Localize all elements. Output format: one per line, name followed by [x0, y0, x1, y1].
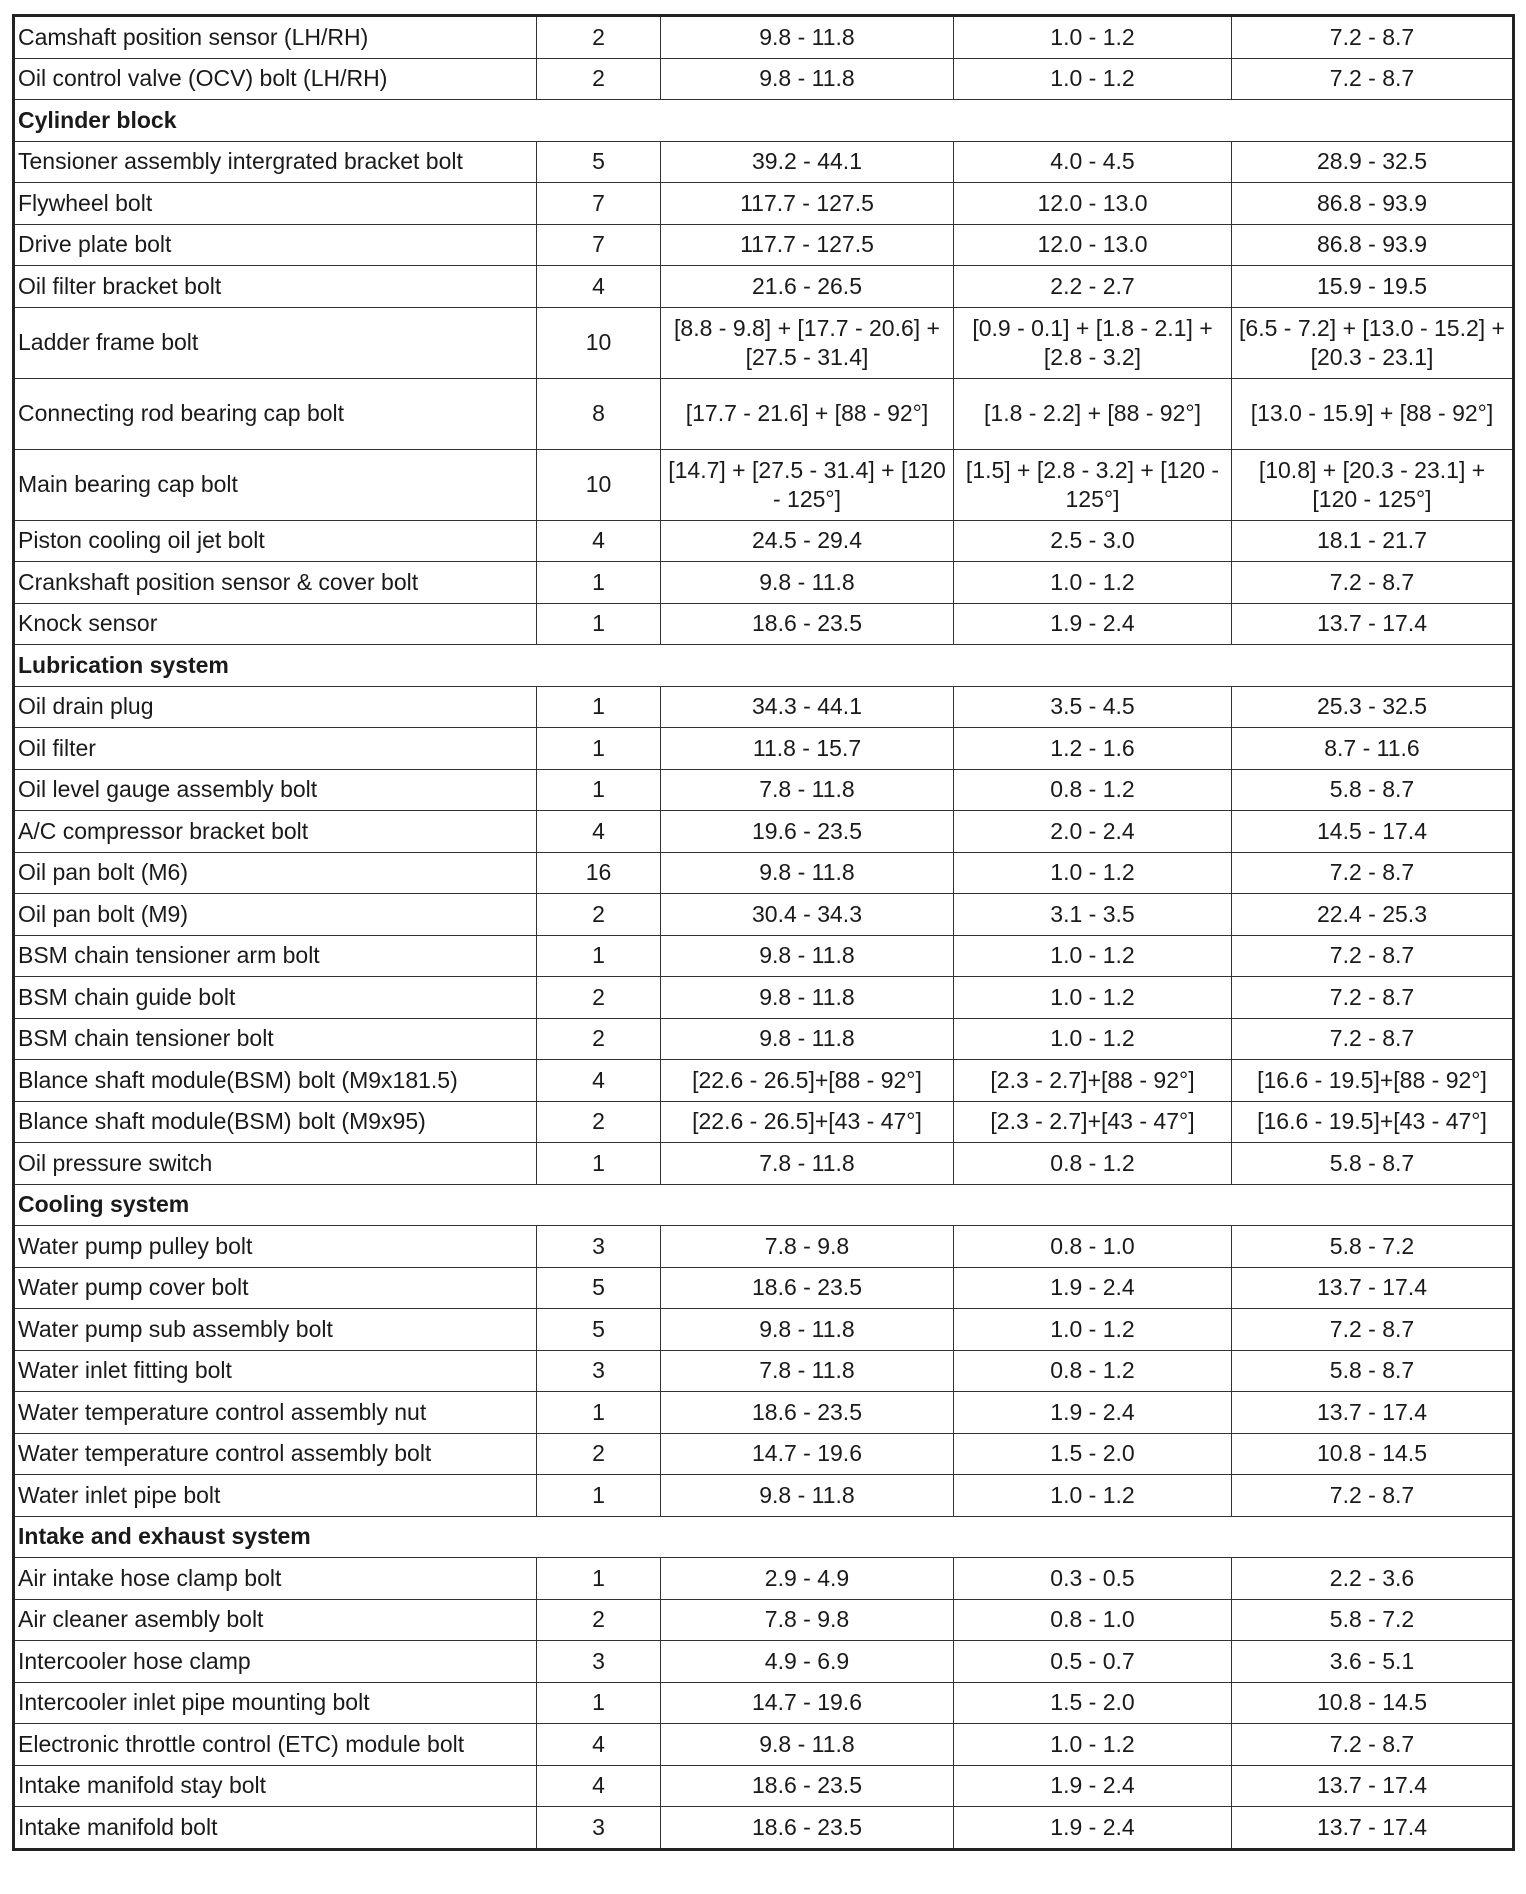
quantity-cell: 2 — [537, 16, 661, 59]
torque-lbft-cell: 86.8 - 93.9 — [1232, 224, 1514, 266]
torque-lbft-cell: 13.7 - 17.4 — [1232, 603, 1514, 645]
quantity-cell: 1 — [537, 769, 661, 811]
quantity-cell: 2 — [537, 894, 661, 936]
item-name-cell: Oil filter — [14, 728, 537, 770]
table-row — [14, 1143, 1514, 1185]
torque-lbft-cell: [16.6 - 19.5]+[43 - 47°] — [1232, 1101, 1514, 1143]
torque-kgfm-cell: 0.8 - 1.2 — [954, 1143, 1232, 1185]
item-name-cell: Oil pan bolt (M6) — [14, 852, 537, 894]
item-name-cell: Blance shaft module(BSM) bolt (M9x95) — [14, 1101, 537, 1143]
torque-lbft-cell: 7.2 - 8.7 — [1232, 977, 1514, 1019]
table-row — [14, 449, 1514, 520]
item-name-cell: Oil control valve (OCV) bolt (LH/RH) — [14, 58, 537, 100]
torque-lbft-cell: [10.8] + [20.3 - 23.1] + [120 - 125°] — [1232, 449, 1514, 520]
torque-nm-cell: 18.6 - 23.5 — [661, 1765, 954, 1807]
torque-nm-cell: 9.8 - 11.8 — [661, 852, 954, 894]
table-row — [14, 307, 1514, 378]
table-row — [14, 977, 1514, 1019]
quantity-cell: 10 — [537, 307, 661, 378]
torque-lbft-cell: 10.8 - 14.5 — [1232, 1682, 1514, 1724]
torque-nm-cell: 34.3 - 44.1 — [661, 686, 954, 728]
section-title: Cylinder block — [14, 100, 1514, 142]
torque-nm-cell: 18.6 - 23.5 — [661, 1807, 954, 1850]
torque-nm-cell: 9.8 - 11.8 — [661, 1018, 954, 1060]
quantity-cell: 7 — [537, 183, 661, 225]
torque-kgfm-cell: 1.0 - 1.2 — [954, 977, 1232, 1019]
table-row — [14, 769, 1514, 811]
quantity-cell: 7 — [537, 224, 661, 266]
torque-nm-cell: [8.8 - 9.8] + [17.7 - 20.6] + [27.5 - 31.4] — [661, 307, 954, 378]
item-name-cell: Air intake hose clamp bolt — [14, 1558, 537, 1600]
quantity-cell: 1 — [537, 1392, 661, 1434]
quantity-cell: 3 — [537, 1226, 661, 1268]
quantity-cell: 10 — [537, 449, 661, 520]
item-name-cell: Blance shaft module(BSM) bolt (M9x181.5) — [14, 1060, 537, 1102]
item-name-cell: Piston cooling oil jet bolt — [14, 520, 537, 562]
torque-nm-cell: 30.4 - 34.3 — [661, 894, 954, 936]
section-header-row — [14, 1184, 1514, 1226]
torque-lbft-cell: 5.8 - 7.2 — [1232, 1599, 1514, 1641]
table-row — [14, 520, 1514, 562]
quantity-cell: 16 — [537, 852, 661, 894]
torque-nm-cell: 7.8 - 11.8 — [661, 769, 954, 811]
quantity-cell: 1 — [537, 935, 661, 977]
table-row — [14, 266, 1514, 308]
torque-lbft-cell: [6.5 - 7.2] + [13.0 - 15.2] + [20.3 - 23.1] — [1232, 307, 1514, 378]
torque-kgfm-cell: 1.0 - 1.2 — [954, 935, 1232, 977]
torque-lbft-cell: 3.6 - 5.1 — [1232, 1641, 1514, 1683]
table-row — [14, 852, 1514, 894]
torque-nm-cell: [22.6 - 26.5]+[88 - 92°] — [661, 1060, 954, 1102]
torque-lbft-cell: 15.9 - 19.5 — [1232, 266, 1514, 308]
item-name-cell: BSM chain tensioner arm bolt — [14, 935, 537, 977]
item-name-cell: Intake manifold stay bolt — [14, 1765, 537, 1807]
table-row — [14, 811, 1514, 853]
torque-nm-cell: 2.9 - 4.9 — [661, 1558, 954, 1600]
item-name-cell: Water temperature control assembly nut — [14, 1392, 537, 1434]
torque-nm-cell: 19.6 - 23.5 — [661, 811, 954, 853]
item-name-cell: Water inlet pipe bolt — [14, 1475, 537, 1517]
item-name-cell: Water temperature control assembly bolt — [14, 1433, 537, 1475]
torque-kgfm-cell: 1.9 - 2.4 — [954, 1267, 1232, 1309]
section-header-row — [14, 1516, 1514, 1558]
torque-nm-cell: 14.7 - 19.6 — [661, 1682, 954, 1724]
torque-nm-cell: 7.8 - 9.8 — [661, 1226, 954, 1268]
torque-kgfm-cell: 1.0 - 1.2 — [954, 1475, 1232, 1517]
section-header-row — [14, 645, 1514, 687]
torque-lbft-cell: 13.7 - 17.4 — [1232, 1392, 1514, 1434]
item-name-cell: A/C compressor bracket bolt — [14, 811, 537, 853]
quantity-cell: 8 — [537, 378, 661, 449]
torque-nm-cell: 9.8 - 11.8 — [661, 58, 954, 100]
section-title: Lubrication system — [14, 645, 1514, 687]
torque-kgfm-cell: 1.0 - 1.2 — [954, 1724, 1232, 1766]
table-row — [14, 603, 1514, 645]
torque-lbft-cell: 5.8 - 8.7 — [1232, 769, 1514, 811]
item-name-cell: Intake manifold bolt — [14, 1807, 537, 1850]
torque-nm-cell: 7.8 - 9.8 — [661, 1599, 954, 1641]
torque-kgfm-cell: 1.2 - 1.6 — [954, 728, 1232, 770]
item-name-cell: Flywheel bolt — [14, 183, 537, 225]
torque-kgfm-cell: 12.0 - 13.0 — [954, 183, 1232, 225]
table-row — [14, 1101, 1514, 1143]
table-row — [14, 1475, 1514, 1517]
torque-kgfm-cell: 1.9 - 2.4 — [954, 1392, 1232, 1434]
torque-kgfm-cell: 2.0 - 2.4 — [954, 811, 1232, 853]
table-row — [14, 1060, 1514, 1102]
torque-kgfm-cell: 0.5 - 0.7 — [954, 1641, 1232, 1683]
torque-lbft-cell: 13.7 - 17.4 — [1232, 1807, 1514, 1850]
table-row — [14, 1682, 1514, 1724]
quantity-cell: 4 — [537, 266, 661, 308]
torque-nm-cell: 21.6 - 26.5 — [661, 266, 954, 308]
quantity-cell: 1 — [537, 562, 661, 604]
quantity-cell: 1 — [537, 728, 661, 770]
torque-kgfm-cell: 1.5 - 2.0 — [954, 1433, 1232, 1475]
torque-lbft-cell: [13.0 - 15.9] + [88 - 92°] — [1232, 378, 1514, 449]
torque-kgfm-cell: 0.3 - 0.5 — [954, 1558, 1232, 1600]
table-row — [14, 686, 1514, 728]
torque-nm-cell: 9.8 - 11.8 — [661, 977, 954, 1019]
section-title: Cooling system — [14, 1184, 1514, 1226]
quantity-cell: 5 — [537, 1267, 661, 1309]
torque-nm-cell: 9.8 - 11.8 — [661, 562, 954, 604]
table-row — [14, 894, 1514, 936]
torque-kgfm-cell: [2.3 - 2.7]+[43 - 47°] — [954, 1101, 1232, 1143]
quantity-cell: 1 — [537, 1475, 661, 1517]
table-row — [14, 58, 1514, 100]
torque-lbft-cell: 18.1 - 21.7 — [1232, 520, 1514, 562]
torque-nm-cell: 18.6 - 23.5 — [661, 603, 954, 645]
torque-spec-body — [14, 16, 1514, 1850]
torque-nm-cell: 9.8 - 11.8 — [661, 1724, 954, 1766]
torque-nm-cell: [22.6 - 26.5]+[43 - 47°] — [661, 1101, 954, 1143]
table-row — [14, 1599, 1514, 1641]
table-row — [14, 224, 1514, 266]
torque-lbft-cell: 7.2 - 8.7 — [1232, 1475, 1514, 1517]
table-row — [14, 1724, 1514, 1766]
item-name-cell: Crankshaft position sensor & cover bolt — [14, 562, 537, 604]
torque-lbft-cell: 7.2 - 8.7 — [1232, 1724, 1514, 1766]
torque-lbft-cell: 25.3 - 32.5 — [1232, 686, 1514, 728]
quantity-cell: 2 — [537, 1101, 661, 1143]
torque-nm-cell: 9.8 - 11.8 — [661, 1309, 954, 1351]
torque-kgfm-cell: 0.8 - 1.2 — [954, 1350, 1232, 1392]
quantity-cell: 5 — [537, 1309, 661, 1351]
item-name-cell: Air cleaner asembly bolt — [14, 1599, 537, 1641]
torque-kgfm-cell: 0.8 - 1.0 — [954, 1599, 1232, 1641]
item-name-cell: Oil filter bracket bolt — [14, 266, 537, 308]
quantity-cell: 4 — [537, 1060, 661, 1102]
table-row — [14, 1309, 1514, 1351]
torque-nm-cell: 9.8 - 11.8 — [661, 935, 954, 977]
torque-kgfm-cell: 1.9 - 2.4 — [954, 1765, 1232, 1807]
item-name-cell: Main bearing cap bolt — [14, 449, 537, 520]
quantity-cell: 3 — [537, 1807, 661, 1850]
torque-kgfm-cell: 12.0 - 13.0 — [954, 224, 1232, 266]
table-row — [14, 728, 1514, 770]
torque-kgfm-cell: [0.9 - 0.1] + [1.8 - 2.1] + [2.8 - 3.2] — [954, 307, 1232, 378]
torque-nm-cell: 117.7 - 127.5 — [661, 224, 954, 266]
quantity-cell: 4 — [537, 520, 661, 562]
item-name-cell: Electronic throttle control (ETC) module bolt — [14, 1724, 537, 1766]
torque-kgfm-cell: 1.0 - 1.2 — [954, 16, 1232, 59]
quantity-cell: 1 — [537, 686, 661, 728]
quantity-cell: 2 — [537, 58, 661, 100]
quantity-cell: 1 — [537, 1682, 661, 1724]
table-row — [14, 1807, 1514, 1850]
torque-kgfm-cell: 1.0 - 1.2 — [954, 1309, 1232, 1351]
torque-lbft-cell: 5.8 - 8.7 — [1232, 1143, 1514, 1185]
torque-lbft-cell: 22.4 - 25.3 — [1232, 894, 1514, 936]
torque-kgfm-cell: 2.5 - 3.0 — [954, 520, 1232, 562]
torque-lbft-cell: 7.2 - 8.7 — [1232, 852, 1514, 894]
table-row — [14, 1641, 1514, 1683]
torque-kgfm-cell: [1.8 - 2.2] + [88 - 92°] — [954, 378, 1232, 449]
table-row — [14, 183, 1514, 225]
torque-nm-cell: 24.5 - 29.4 — [661, 520, 954, 562]
torque-kgfm-cell: 1.0 - 1.2 — [954, 1018, 1232, 1060]
table-row — [14, 16, 1514, 59]
item-name-cell: Oil pan bolt (M9) — [14, 894, 537, 936]
torque-lbft-cell: 7.2 - 8.7 — [1232, 1018, 1514, 1060]
torque-kgfm-cell: 0.8 - 1.0 — [954, 1226, 1232, 1268]
item-name-cell: Drive plate bolt — [14, 224, 537, 266]
quantity-cell: 2 — [537, 1433, 661, 1475]
item-name-cell: Tensioner assembly intergrated bracket bolt — [14, 141, 537, 183]
quantity-cell: 1 — [537, 603, 661, 645]
torque-lbft-cell: [16.6 - 19.5]+[88 - 92°] — [1232, 1060, 1514, 1102]
table-row — [14, 1433, 1514, 1475]
torque-nm-cell: 9.8 - 11.8 — [661, 1475, 954, 1517]
section-title: Intake and exhaust system — [14, 1516, 1514, 1558]
table-row — [14, 1226, 1514, 1268]
torque-lbft-cell: 86.8 - 93.9 — [1232, 183, 1514, 225]
torque-lbft-cell: 8.7 - 11.6 — [1232, 728, 1514, 770]
torque-nm-cell: 7.8 - 11.8 — [661, 1143, 954, 1185]
torque-kgfm-cell: 1.0 - 1.2 — [954, 562, 1232, 604]
table-row — [14, 1558, 1514, 1600]
torque-lbft-cell: 10.8 - 14.5 — [1232, 1433, 1514, 1475]
item-name-cell: Intercooler inlet pipe mounting bolt — [14, 1682, 537, 1724]
table-row — [14, 562, 1514, 604]
torque-kgfm-cell: 4.0 - 4.5 — [954, 141, 1232, 183]
quantity-cell: 2 — [537, 1018, 661, 1060]
quantity-cell: 1 — [537, 1143, 661, 1185]
torque-nm-cell: 18.6 - 23.5 — [661, 1392, 954, 1434]
quantity-cell: 4 — [537, 1765, 661, 1807]
quantity-cell: 4 — [537, 1724, 661, 1766]
torque-kgfm-cell: 1.5 - 2.0 — [954, 1682, 1232, 1724]
quantity-cell: 5 — [537, 141, 661, 183]
torque-lbft-cell: 7.2 - 8.7 — [1232, 935, 1514, 977]
item-name-cell: Oil pressure switch — [14, 1143, 537, 1185]
table-row — [14, 1267, 1514, 1309]
item-name-cell: Oil drain plug — [14, 686, 537, 728]
torque-nm-cell: 117.7 - 127.5 — [661, 183, 954, 225]
torque-nm-cell: 18.6 - 23.5 — [661, 1267, 954, 1309]
table-row — [14, 1018, 1514, 1060]
torque-lbft-cell: 13.7 - 17.4 — [1232, 1765, 1514, 1807]
torque-kgfm-cell: 3.5 - 4.5 — [954, 686, 1232, 728]
table-row — [14, 1765, 1514, 1807]
table-row — [14, 935, 1514, 977]
torque-lbft-cell: 14.5 - 17.4 — [1232, 811, 1514, 853]
torque-kgfm-cell: 1.9 - 2.4 — [954, 603, 1232, 645]
torque-lbft-cell: 2.2 - 3.6 — [1232, 1558, 1514, 1600]
table-row — [14, 1350, 1514, 1392]
torque-kgfm-cell: 1.0 - 1.2 — [954, 852, 1232, 894]
torque-kgfm-cell: [2.3 - 2.7]+[88 - 92°] — [954, 1060, 1232, 1102]
torque-nm-cell: 7.8 - 11.8 — [661, 1350, 954, 1392]
item-name-cell: Water inlet fitting bolt — [14, 1350, 537, 1392]
torque-lbft-cell: 13.7 - 17.4 — [1232, 1267, 1514, 1309]
item-name-cell: Water pump sub assembly bolt — [14, 1309, 537, 1351]
quantity-cell: 3 — [537, 1641, 661, 1683]
item-name-cell: BSM chain tensioner bolt — [14, 1018, 537, 1060]
item-name-cell: Camshaft position sensor (LH/RH) — [14, 16, 537, 59]
torque-kgfm-cell: 2.2 - 2.7 — [954, 266, 1232, 308]
quantity-cell: 3 — [537, 1350, 661, 1392]
quantity-cell: 2 — [537, 1599, 661, 1641]
item-name-cell: Intercooler hose clamp — [14, 1641, 537, 1683]
table-row — [14, 141, 1514, 183]
torque-lbft-cell: 7.2 - 8.7 — [1232, 16, 1514, 59]
table-row — [14, 378, 1514, 449]
torque-nm-cell: 4.9 - 6.9 — [661, 1641, 954, 1683]
torque-kgfm-cell: [1.5] + [2.8 - 3.2] + [120 - 125°] — [954, 449, 1232, 520]
torque-nm-cell: 39.2 - 44.1 — [661, 141, 954, 183]
torque-lbft-cell: 5.8 - 8.7 — [1232, 1350, 1514, 1392]
torque-spec-table — [12, 14, 1515, 1851]
section-header-row — [14, 100, 1514, 142]
quantity-cell: 4 — [537, 811, 661, 853]
torque-nm-cell: [17.7 - 21.6] + [88 - 92°] — [661, 378, 954, 449]
torque-lbft-cell: 7.2 - 8.7 — [1232, 562, 1514, 604]
torque-kgfm-cell: 1.0 - 1.2 — [954, 58, 1232, 100]
table-row — [14, 1392, 1514, 1434]
item-name-cell: Water pump cover bolt — [14, 1267, 537, 1309]
torque-nm-cell: 14.7 - 19.6 — [661, 1433, 954, 1475]
item-name-cell: Ladder frame bolt — [14, 307, 537, 378]
torque-kgfm-cell: 0.8 - 1.2 — [954, 769, 1232, 811]
quantity-cell: 1 — [537, 1558, 661, 1600]
torque-kgfm-cell: 3.1 - 3.5 — [954, 894, 1232, 936]
item-name-cell: BSM chain guide bolt — [14, 977, 537, 1019]
torque-nm-cell: 11.8 - 15.7 — [661, 728, 954, 770]
item-name-cell: Water pump pulley bolt — [14, 1226, 537, 1268]
torque-nm-cell: [14.7] + [27.5 - 31.4] + [120 - 125°] — [661, 449, 954, 520]
item-name-cell: Connecting rod bearing cap bolt — [14, 378, 537, 449]
torque-nm-cell: 9.8 - 11.8 — [661, 16, 954, 59]
item-name-cell: Knock sensor — [14, 603, 537, 645]
torque-lbft-cell: 5.8 - 7.2 — [1232, 1226, 1514, 1268]
torque-kgfm-cell: 1.9 - 2.4 — [954, 1807, 1232, 1850]
item-name-cell: Oil level gauge assembly bolt — [14, 769, 537, 811]
quantity-cell: 2 — [537, 977, 661, 1019]
torque-lbft-cell: 28.9 - 32.5 — [1232, 141, 1514, 183]
torque-lbft-cell: 7.2 - 8.7 — [1232, 1309, 1514, 1351]
torque-lbft-cell: 7.2 - 8.7 — [1232, 58, 1514, 100]
